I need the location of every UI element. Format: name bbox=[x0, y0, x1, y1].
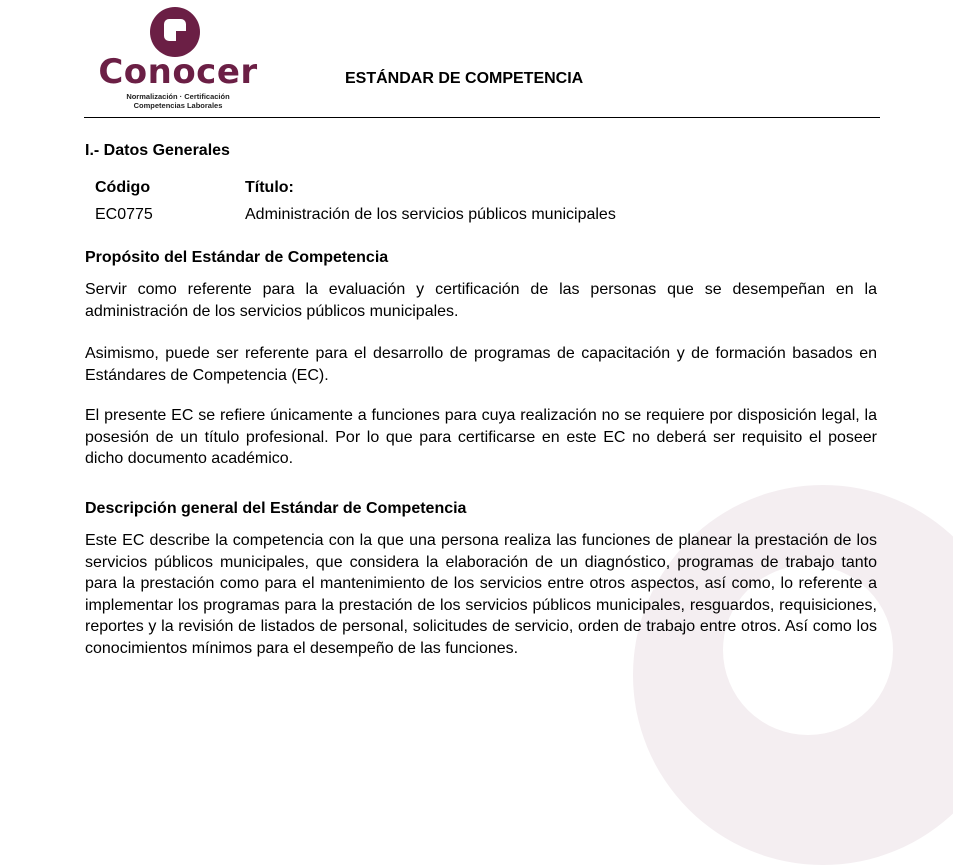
title-value: Administración de los servicios públicos municipales bbox=[245, 206, 616, 223]
general-data-heading: I.- Datos Generales bbox=[85, 142, 230, 159]
document-title: ESTÁNDAR DE COMPETENCIA bbox=[345, 70, 584, 87]
title-label: Título: bbox=[245, 179, 294, 196]
logo-tagline-line1: Normalización · Certificación bbox=[126, 92, 230, 101]
purpose-heading: Propósito del Estándar de Competencia bbox=[85, 249, 389, 266]
logo-wordmark: Conocer bbox=[98, 52, 258, 92]
conocer-logo bbox=[98, 6, 258, 110]
code-value: EC0775 bbox=[95, 206, 153, 223]
description-paragraph: Este EC describe la competencia con la que una persona realiza las funciones de planear la prestación de los servicios públicos municipales, que considera la elaboración de un diagnóstico, programas de trabajo tanto para la prestación como para el mantenimiento de los servicios entre otros aspectos, así como, lo referente a implementar los programas para la prestación de los servicios públicos municipales, resguardos, requisiciones, reportes y la revisión de listados de personal, solicitudes de servicio, orden de trabajo entre otros. Así como los conocimientos mínimos para el desempeño de las funciones. bbox=[85, 532, 877, 657]
code-label: Código bbox=[95, 179, 151, 196]
description-heading: Descripción general del Estándar de Competencia bbox=[85, 500, 467, 517]
header-divider bbox=[84, 117, 880, 118]
logo-tagline bbox=[98, 93, 258, 110]
purpose-paragraph-2: Asimismo, puede ser referente para el desarrollo de programas de capacitación y de formación basados en Estándares de Competencia (EC). bbox=[85, 345, 877, 384]
logo-tagline-line2: Competencias Laborales bbox=[133, 100, 223, 110]
purpose-paragraph-1: Servir como referente para la evaluación y certificación de las personas que se desempeñan en la administración de los servicios públicos municipales. bbox=[85, 281, 877, 320]
conocer-logo-icon bbox=[149, 6, 201, 58]
purpose-paragraph-3: El presente EC se refiere únicamente a funciones para cuya realización no se requiere por disposición legal, la posesión de un título profesional. Por lo que para certificarse en este EC no deberá ser requisito el poseer dicho documento académico. bbox=[85, 407, 877, 467]
